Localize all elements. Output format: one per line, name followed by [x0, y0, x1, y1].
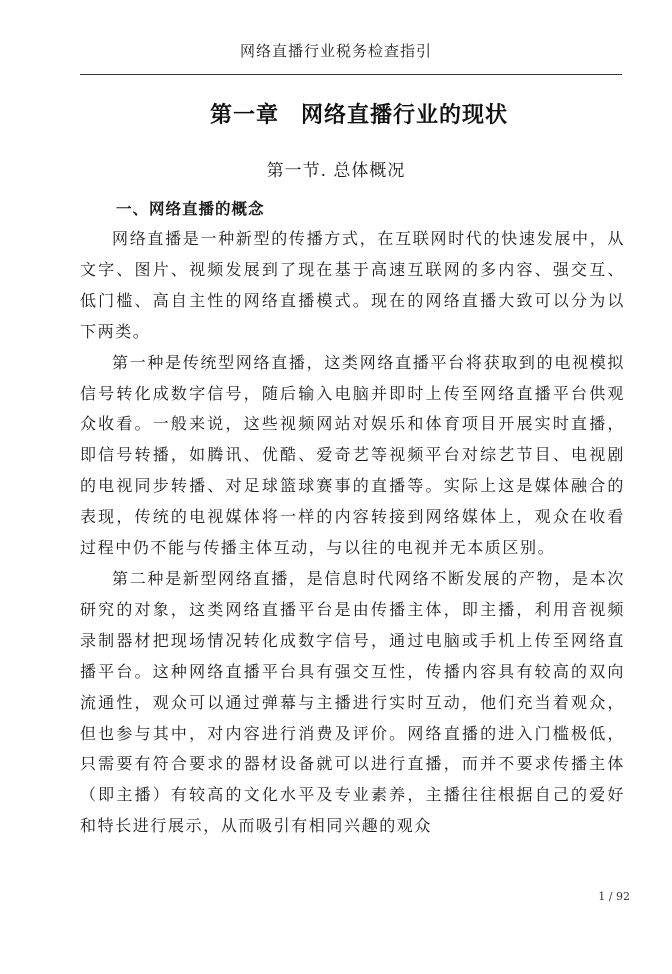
- running-header: 网络直播行业税务检查指引: [239, 42, 432, 60]
- page-number: 1 / 92: [598, 890, 630, 903]
- section-heading: 第一节. 总体概况: [266, 161, 406, 181]
- chapter-title: 网络直播行业的现状: [301, 102, 509, 128]
- body-text: [80, 224, 625, 842]
- paragraph: 第一种是传统型网络直播，这类网络直播平台将获取到的电视模拟信号转化成数字信号，随后输入电脑并即时上传至网络直播平台供观众收看。一般来说，这些视频网站对娱乐和体育项目开展实时直播，即信号转播，如腾讯、优酷、爱奇艺等视频平台对综艺节目、电视剧的电视同步转播、对足球篮球赛事的直播等。实际上这是媒体融合的表现，传统的电视媒体将一样的内容转接到网络媒体上，观众在收看过程中仍不能与传播主体互动，与以往的电视并无本质区别。: [80, 352, 625, 558]
- paragraph: 网络直播是一种新型的传播方式，在互联网时代的快速发展中，从文字、图片、视频发展到了现在基于高速互联网的多内容、强交互、低门槛、高自主性的网络直播模式。现在的网络直播大致可以分为以下两类。: [80, 229, 625, 341]
- header-divider: [80, 74, 622, 75]
- chapter-heading: [210, 98, 580, 129]
- chapter-number: 第一章: [210, 102, 280, 128]
- paragraph: 第二种是新型网络直播，是信息时代网络不断发展的产物，是本次研究的对象，这类网络直播平台是由传播主体，即主播，利用音视频录制器材把现场情况转化成数字信号，通过电脑或手机上传至网络直播平台。这种网络直播平台具有强交互性，传播内容具有较高的双向流通性，观众可以通过弹幕与主播进行实时互动，他们充当着观众，但也参与其中，对内容进行消费及评价。网络直播的进入门槛极低，只需要有符合要求的器材设备就可以进行直播，而并不要求传播主体（即主播）有较高的文化水平及专业素养，主播往往根据自己的爱好和特长进行展示，从而吸引有相同兴趣的观众: [80, 568, 625, 836]
- subheading: 一、网络直播的概念: [116, 200, 265, 218]
